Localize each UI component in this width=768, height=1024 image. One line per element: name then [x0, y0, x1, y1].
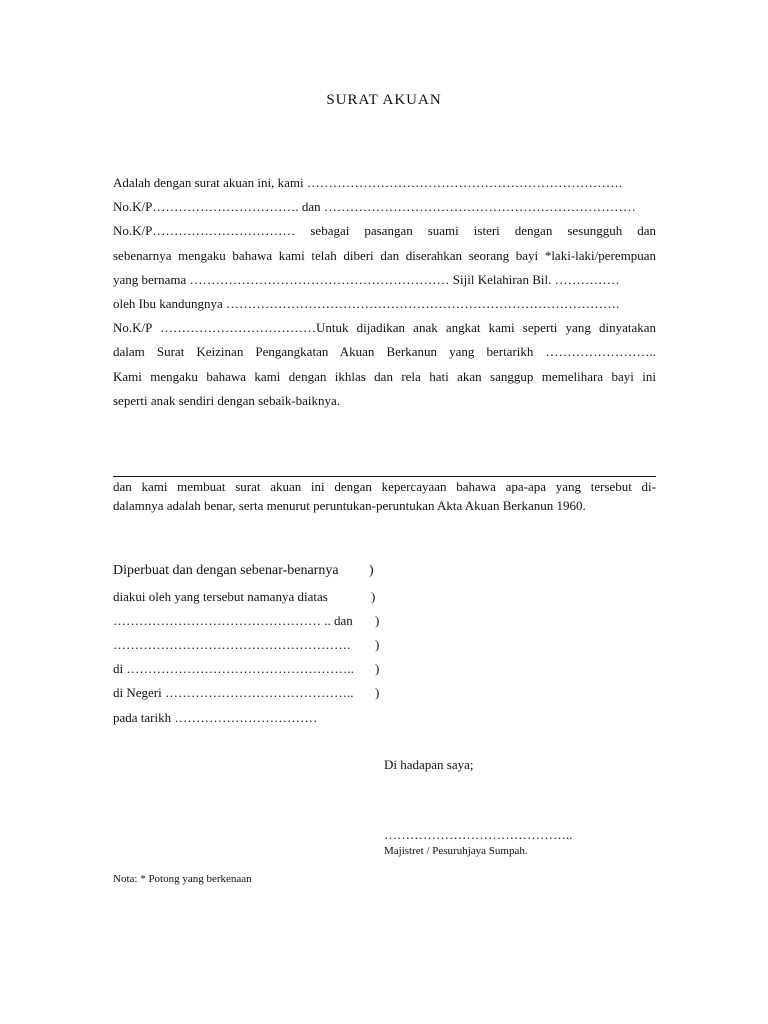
witness-label: Di hadapan saya;	[384, 757, 474, 772]
declaration-text: Diperbuat dan dengan sebenar-benarnya	[113, 563, 339, 578]
main-paragraph	[113, 171, 656, 413]
paragraph-line: Kami mengaku bahawa kami dengan ikhlas dan rela hati akan sanggup memelihara bayi ini	[113, 368, 656, 384]
declaration-paren: )	[375, 685, 380, 700]
declaration-text: ………………………………………… .. dan	[113, 613, 353, 628]
declaration-paren: )	[375, 613, 380, 628]
signature-line: ……………………………………..	[384, 827, 573, 842]
declaration-text: di Negeri ……………………………………..	[113, 685, 354, 700]
declaration-paragraph	[113, 477, 656, 515]
declaration-paren: )	[369, 563, 374, 578]
signature-role: Majistret / Pesuruhjaya Sumpah.	[384, 845, 528, 857]
paragraph-line: sebenarnya mengaku bahawa kami telah diberi dan diserahkan seorang bayi *laki-laki/perempuan	[113, 247, 656, 263]
paragraph-line: No.K/P ………………………………Untuk dijadikan anak angkat kami seperti yang dinyatakan	[113, 320, 656, 336]
declaration-paren: )	[375, 637, 380, 652]
paragraph-line: seperti anak sendiri dengan sebaik-baiknya.	[113, 392, 341, 408]
paragraph-line: yang bernama …………………………………………………… Sijil Kelahiran Bil. ……………	[113, 271, 620, 287]
paragraph-line: oleh Ibu kandungnya ……………………………………………………………………………….	[113, 295, 620, 311]
paragraph-line: No.K/P……………………………. dan ………………………………………………………………	[113, 199, 636, 215]
declaration-text: ……………………………………………….	[113, 637, 351, 652]
declaration-paren: )	[371, 589, 376, 604]
paragraph-line: dalam Surat Keizinan Pengangkatan Akuan Berkanun yang bertarikh ……………………..	[113, 344, 656, 360]
footnote: Nota: * Potong yang berkenaan	[113, 873, 252, 885]
declaration-paren: )	[375, 661, 380, 676]
paragraph-line: dalamnya adalah benar, serta menurut peruntukan-peruntukan Akta Akuan Berkanun 1960.	[113, 498, 586, 513]
paragraph-line: No.K/P…………………………… sebagai pasangan suami isteri dengan sesungguh dan	[113, 223, 656, 239]
declaration-text: pada tarikh ……………………………	[113, 710, 318, 725]
declaration-text: di ……………………………………………..	[113, 661, 354, 676]
declaration-text: diakui oleh yang tersebut namanya diatas	[113, 589, 328, 604]
document-title: SURAT AKUAN	[326, 92, 442, 108]
paragraph-line: Adalah dengan surat akuan ini, kami ……………………………………………………………….	[113, 175, 623, 190]
paragraph-line: dan kami membuat surat akuan ini dengan kepercayaan bahawa apa-apa yang tersebut di-	[113, 479, 656, 494]
